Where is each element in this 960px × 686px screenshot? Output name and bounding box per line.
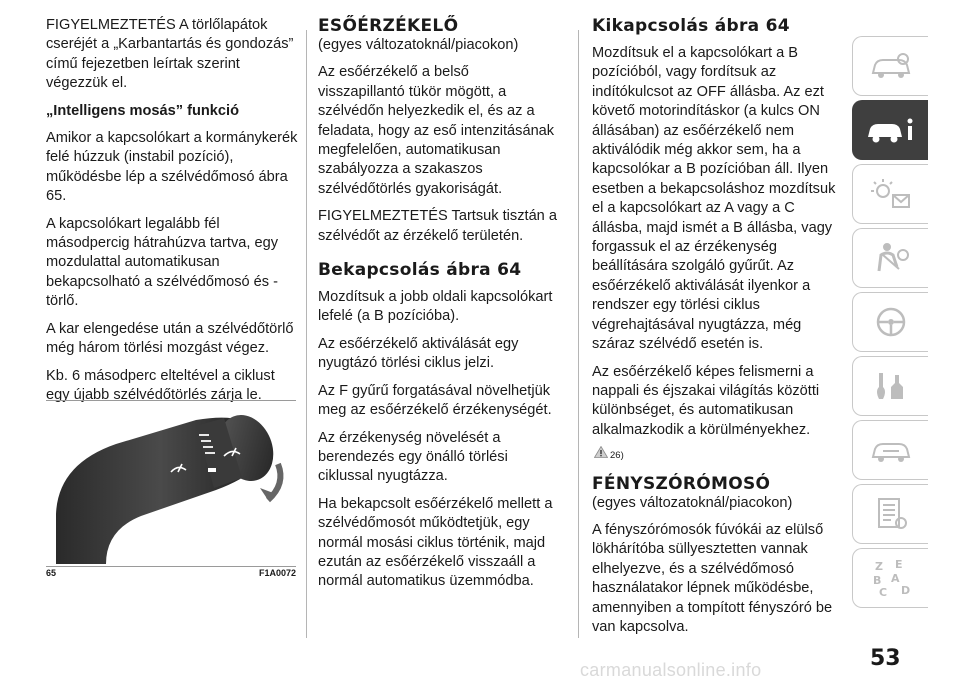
column-right: [592, 16, 840, 645]
figure-code: F1A0072: [258, 568, 296, 578]
svg-text:A: A: [890, 572, 900, 585]
paragraph: Az esőérzékelő aktiválását egy nyugtázó törlési ciklus jelzi.: [318, 335, 519, 372]
svg-text:Z: Z: [874, 560, 883, 573]
starting-driving-icon: [869, 305, 913, 339]
tab-maintenance[interactable]: [852, 420, 928, 480]
figure-number: 65: [46, 568, 57, 578]
section-heading-deactivation: Kikapcsolás ábra 64: [592, 16, 790, 36]
svg-text:D: D: [900, 584, 910, 597]
emergency-icon: [869, 369, 913, 403]
technical-data-icon: [871, 497, 911, 531]
paragraph: Az F gyűrű forgatásával növelhetjük meg az esőérzékelő érzékenységét.: [318, 382, 552, 419]
variant-note: (egyes változatoknál/piacokon): [318, 37, 519, 53]
tab-safety[interactable]: [852, 228, 928, 288]
section-heading-headlight-washer: FÉNYSZÓRÓMOSÓ: [592, 473, 771, 494]
warning-reference: [594, 446, 840, 465]
figure-bottom-rule: [46, 566, 296, 567]
warning-triangle-icon: [594, 446, 608, 458]
paragraph: Az esőérzékelő képes felismerni a nappali és éjszakai világítás közötti különbséget, és automatikusan alkalmazkodik a körülményekhez.: [592, 363, 820, 438]
paragraph: Az esőérzékelő a belső visszapillantó tükör mögött, a szélvédőn helyezkedik el, és az a feladata, hogy az eső intenzitásának megfelelően, automatikusan szabályozza a szakaszos szélvédőtörlés gyakoriságát.: [318, 64, 555, 197]
safety-airbag-icon: [871, 241, 911, 275]
tab-index[interactable]: [852, 548, 928, 608]
paragraph: Amikor a kapcsolókart a kormánykerék felé húzzuk (instabil pozíció), működésbe lép a szélvédőmosó ábra 65.: [46, 130, 298, 205]
index-icon: [869, 558, 913, 598]
paragraph: A kapcsolókart legalább fél másodpercig hátrahúzva tartva, egy mozdulattal automatikusan bekapcsolható a szélvédőmosó és -törlő.: [46, 215, 279, 310]
warning-ref-number: 26): [610, 450, 624, 462]
variant-note: (egyes változatoknál/piacokon): [592, 494, 793, 511]
paragraph: Ha bekapcsolt esőérzékelő mellett a szélvédőmosót működtetjük, egy normál mosási ciklus történik, majd ezután az esőérzékelő visszaáll a normál automatikus üzemmódba.: [318, 495, 553, 590]
tab-car-info[interactable]: [852, 100, 928, 160]
tab-technical-data[interactable]: [852, 484, 928, 544]
watermark: carmanualsonline.info: [580, 660, 762, 680]
car-info-icon: [866, 115, 916, 145]
section-heading-activation: Bekapcsolás ábra 64: [318, 260, 522, 281]
car-overview-icon: [869, 51, 913, 81]
column-divider: [306, 30, 307, 638]
figure-top-rule: [46, 400, 296, 401]
svg-text:E: E: [894, 558, 903, 571]
paragraph: Kb. 6 másodperc elteltével a ciklust egy újabb szélvédőtörlés zárja le.: [46, 367, 275, 403]
paragraph: Mozdítsuk el a kapcsolókart a B pozícióból, vagy fordítsuk az indítókulcsot az OFF állásba. Az ezt követő motorindításkor (a kulcs ON állásában) az esőérzékelő nem aktiválódik még akkor sem, ha a kapcsolókar a B pozícióban áll. Ilyen esetben a bekapcsoláshoz mozdítsuk el a kapcsolókart az A vagy a C állásba, majd ismét a B állásba, vagy forgassuk el az érzékenység beállítására szolgáló gyűrűt. Az esőérzékelő aktiválását ilyenkor a rendszer egy törlési ciklus végrehajtásával nyugtázza, még száraz szélvédő esetén is.: [592, 45, 836, 353]
column-left: [46, 16, 298, 413]
subheading-intelligent-wash: „Intelligens mosás” funkció: [46, 102, 240, 119]
warning-paragraph: FIGYELMEZTETÉS A törlőlapátok cseréjét a „Karbantartás és gondozás” című fejezetben leírtak szerint végezzük el.: [46, 17, 294, 92]
warning-lights-icon: [869, 177, 913, 211]
paragraph: A fényszórómosók fúvókái az elülső lökhárítóba süllyesztetten vannak elhelyezve, és a szélvédőmosó használatakor lépnek működésbe, amennyiben a tompított fényszóró be van kapcsolva.: [592, 521, 833, 635]
maintenance-icon: [869, 435, 913, 465]
figure-65: [46, 400, 296, 580]
page-number: 53: [870, 646, 901, 671]
tab-emergency[interactable]: [852, 356, 928, 416]
section-heading-rain-sensor: ESŐÉRZÉKELŐ: [318, 16, 459, 36]
tab-car-overview[interactable]: [852, 36, 928, 96]
paragraph: Az érzékenység növelését a berendezés egy önálló törlési ciklussal nyugtázza.: [318, 429, 508, 485]
tab-starting-driving[interactable]: [852, 292, 928, 352]
svg-text:B: B: [872, 574, 881, 587]
paragraph: Mozdítsuk a jobb oldali kapcsolókart lefelé (a B pozícióba).: [318, 289, 553, 325]
paragraph: A kar elengedése után a szélvédőtörlő még három törlési mozgást végez.: [46, 320, 294, 357]
warning-paragraph: FIGYELMEZTETÉS Tartsuk tisztán a szélvédőt az érzékelő területén.: [318, 208, 557, 244]
column-middle: [318, 16, 558, 600]
column-divider: [578, 30, 579, 638]
wiper-stalk-illustration: [46, 404, 296, 564]
svg-text:C: C: [878, 586, 887, 598]
tab-warning-lights[interactable]: [852, 164, 928, 224]
chapter-tab-bar: [852, 36, 928, 612]
